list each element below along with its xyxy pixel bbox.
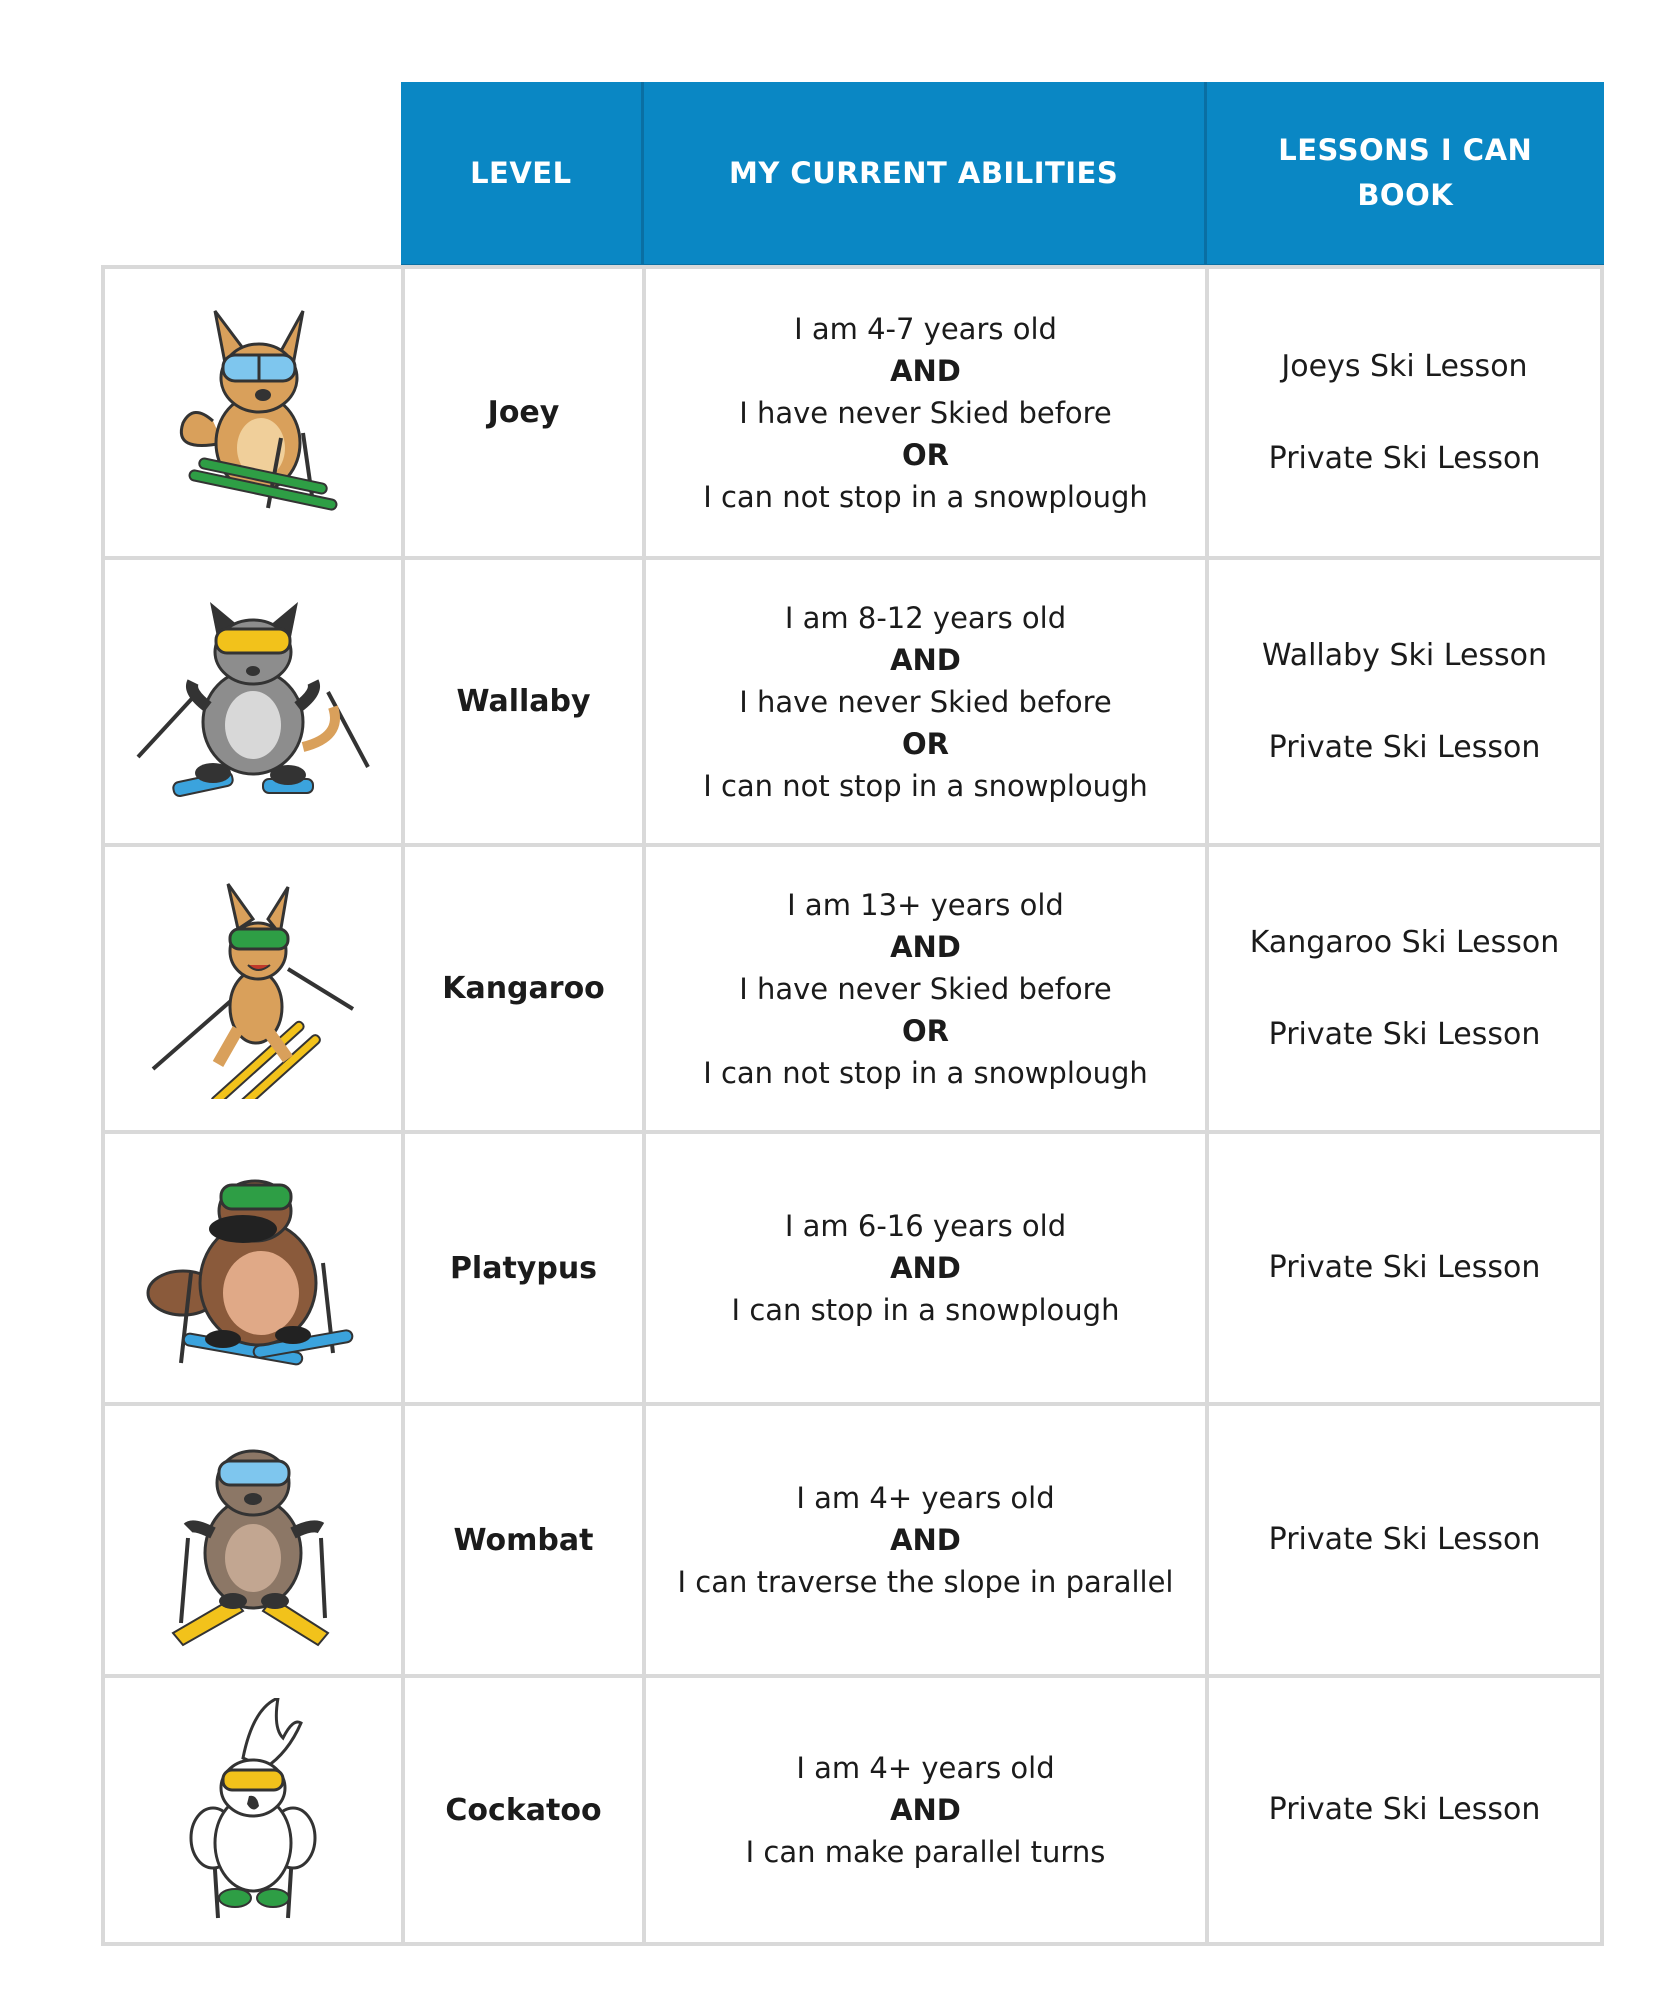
ability-keyword: AND	[890, 642, 961, 677]
table-row-kangaroo	[105, 843, 1600, 1130]
ability-keyword: AND	[890, 1523, 961, 1557]
ability-keyword: AND	[890, 1793, 961, 1827]
level-name: Wallaby	[405, 560, 646, 843]
ability-line: I am 4-7 years old	[794, 311, 1057, 346]
ability-keyword: AND	[890, 1251, 961, 1285]
mascot-cell	[105, 847, 405, 1130]
abilities-cell	[646, 847, 1209, 1130]
levels-table	[101, 265, 1604, 1946]
lesson-item: Private Ski Lesson	[1268, 1792, 1541, 1827]
lesson-item: Wallaby Ski Lesson	[1261, 637, 1548, 673]
ability-keyword: OR	[902, 726, 949, 761]
kangaroo-joey-skier-icon	[153, 303, 353, 523]
lessons-cell	[1209, 269, 1600, 556]
ability-line: I can not stop in a snowplough	[703, 768, 1148, 803]
ability-line: I have never Skied before	[739, 971, 1112, 1006]
table-row-platypus	[105, 1130, 1600, 1402]
lesson-item: Joeys Ski Lesson	[1281, 348, 1528, 384]
lessons-cell	[1209, 1678, 1600, 1942]
header-lessons: LESSONS I CAN BOOK	[1278, 133, 1533, 212]
lessons-cell	[1209, 1134, 1600, 1402]
level-name: Kangaroo	[405, 847, 646, 1130]
cockatoo-skier-icon	[173, 1698, 333, 1923]
ability-line: I am 4+ years old	[796, 1481, 1055, 1515]
level-name: Wombat	[405, 1406, 646, 1674]
abilities-cell	[646, 1134, 1209, 1402]
ability-line: I can not stop in a snowplough	[703, 479, 1148, 514]
table-header	[401, 82, 1604, 268]
lesson-item: Private Ski Lesson	[1268, 1250, 1541, 1285]
lesson-item: Kangaroo Ski Lesson	[1249, 924, 1560, 960]
kangaroo-skier-icon	[138, 879, 368, 1099]
header-level: LEVEL	[401, 82, 644, 264]
wallaby-skier-icon	[128, 597, 378, 807]
ability-line: I can make parallel turns	[745, 1835, 1106, 1869]
mascot-cell	[105, 1406, 405, 1674]
ability-line: I can traverse the slope in parallel	[677, 1565, 1174, 1599]
ability-line: I have never Skied before	[739, 684, 1112, 719]
abilities-cell	[646, 269, 1209, 556]
ability-keyword: OR	[902, 1013, 949, 1048]
header-abilities: MY CURRENT ABILITIES	[644, 82, 1207, 264]
ability-keyword: AND	[890, 353, 961, 388]
table-row-cockatoo	[105, 1674, 1600, 1942]
ability-line: I am 8-12 years old	[784, 600, 1067, 635]
table-row-wombat	[105, 1402, 1600, 1674]
ability-line: I have never Skied before	[739, 395, 1112, 430]
ability-keyword: OR	[902, 437, 949, 472]
wombat-skier-icon	[153, 1433, 353, 1648]
abilities-cell	[646, 560, 1209, 843]
ability-line: I can not stop in a snowplough	[703, 1055, 1148, 1090]
abilities-cell	[646, 1678, 1209, 1942]
mascot-cell	[105, 269, 405, 556]
abilities-cell	[646, 1406, 1209, 1674]
level-name: Cockatoo	[405, 1678, 646, 1942]
ability-line: I can stop in a snowplough	[731, 1293, 1120, 1327]
table-row-wallaby	[105, 556, 1600, 843]
lesson-item: Private Ski Lesson	[1268, 440, 1541, 476]
mascot-cell	[105, 1134, 405, 1402]
lesson-item: Private Ski Lesson	[1268, 1016, 1541, 1052]
lessons-cell	[1209, 1406, 1600, 1674]
mascot-cell	[105, 1678, 405, 1942]
ability-line: I am 6-16 years old	[784, 1209, 1067, 1243]
lessons-cell	[1209, 560, 1600, 843]
mascot-cell	[105, 560, 405, 843]
ability-line: I am 13+ years old	[787, 887, 1064, 922]
ability-keyword: AND	[890, 929, 961, 964]
table-row-joey	[105, 269, 1600, 556]
level-name: Joey	[405, 269, 646, 556]
level-name: Platypus	[405, 1134, 646, 1402]
lessons-cell	[1209, 847, 1600, 1130]
lesson-item: Private Ski Lesson	[1268, 729, 1541, 765]
lesson-item: Private Ski Lesson	[1268, 1522, 1541, 1557]
platypus-skier-icon	[143, 1163, 363, 1373]
ability-line: I am 4+ years old	[796, 1751, 1055, 1785]
